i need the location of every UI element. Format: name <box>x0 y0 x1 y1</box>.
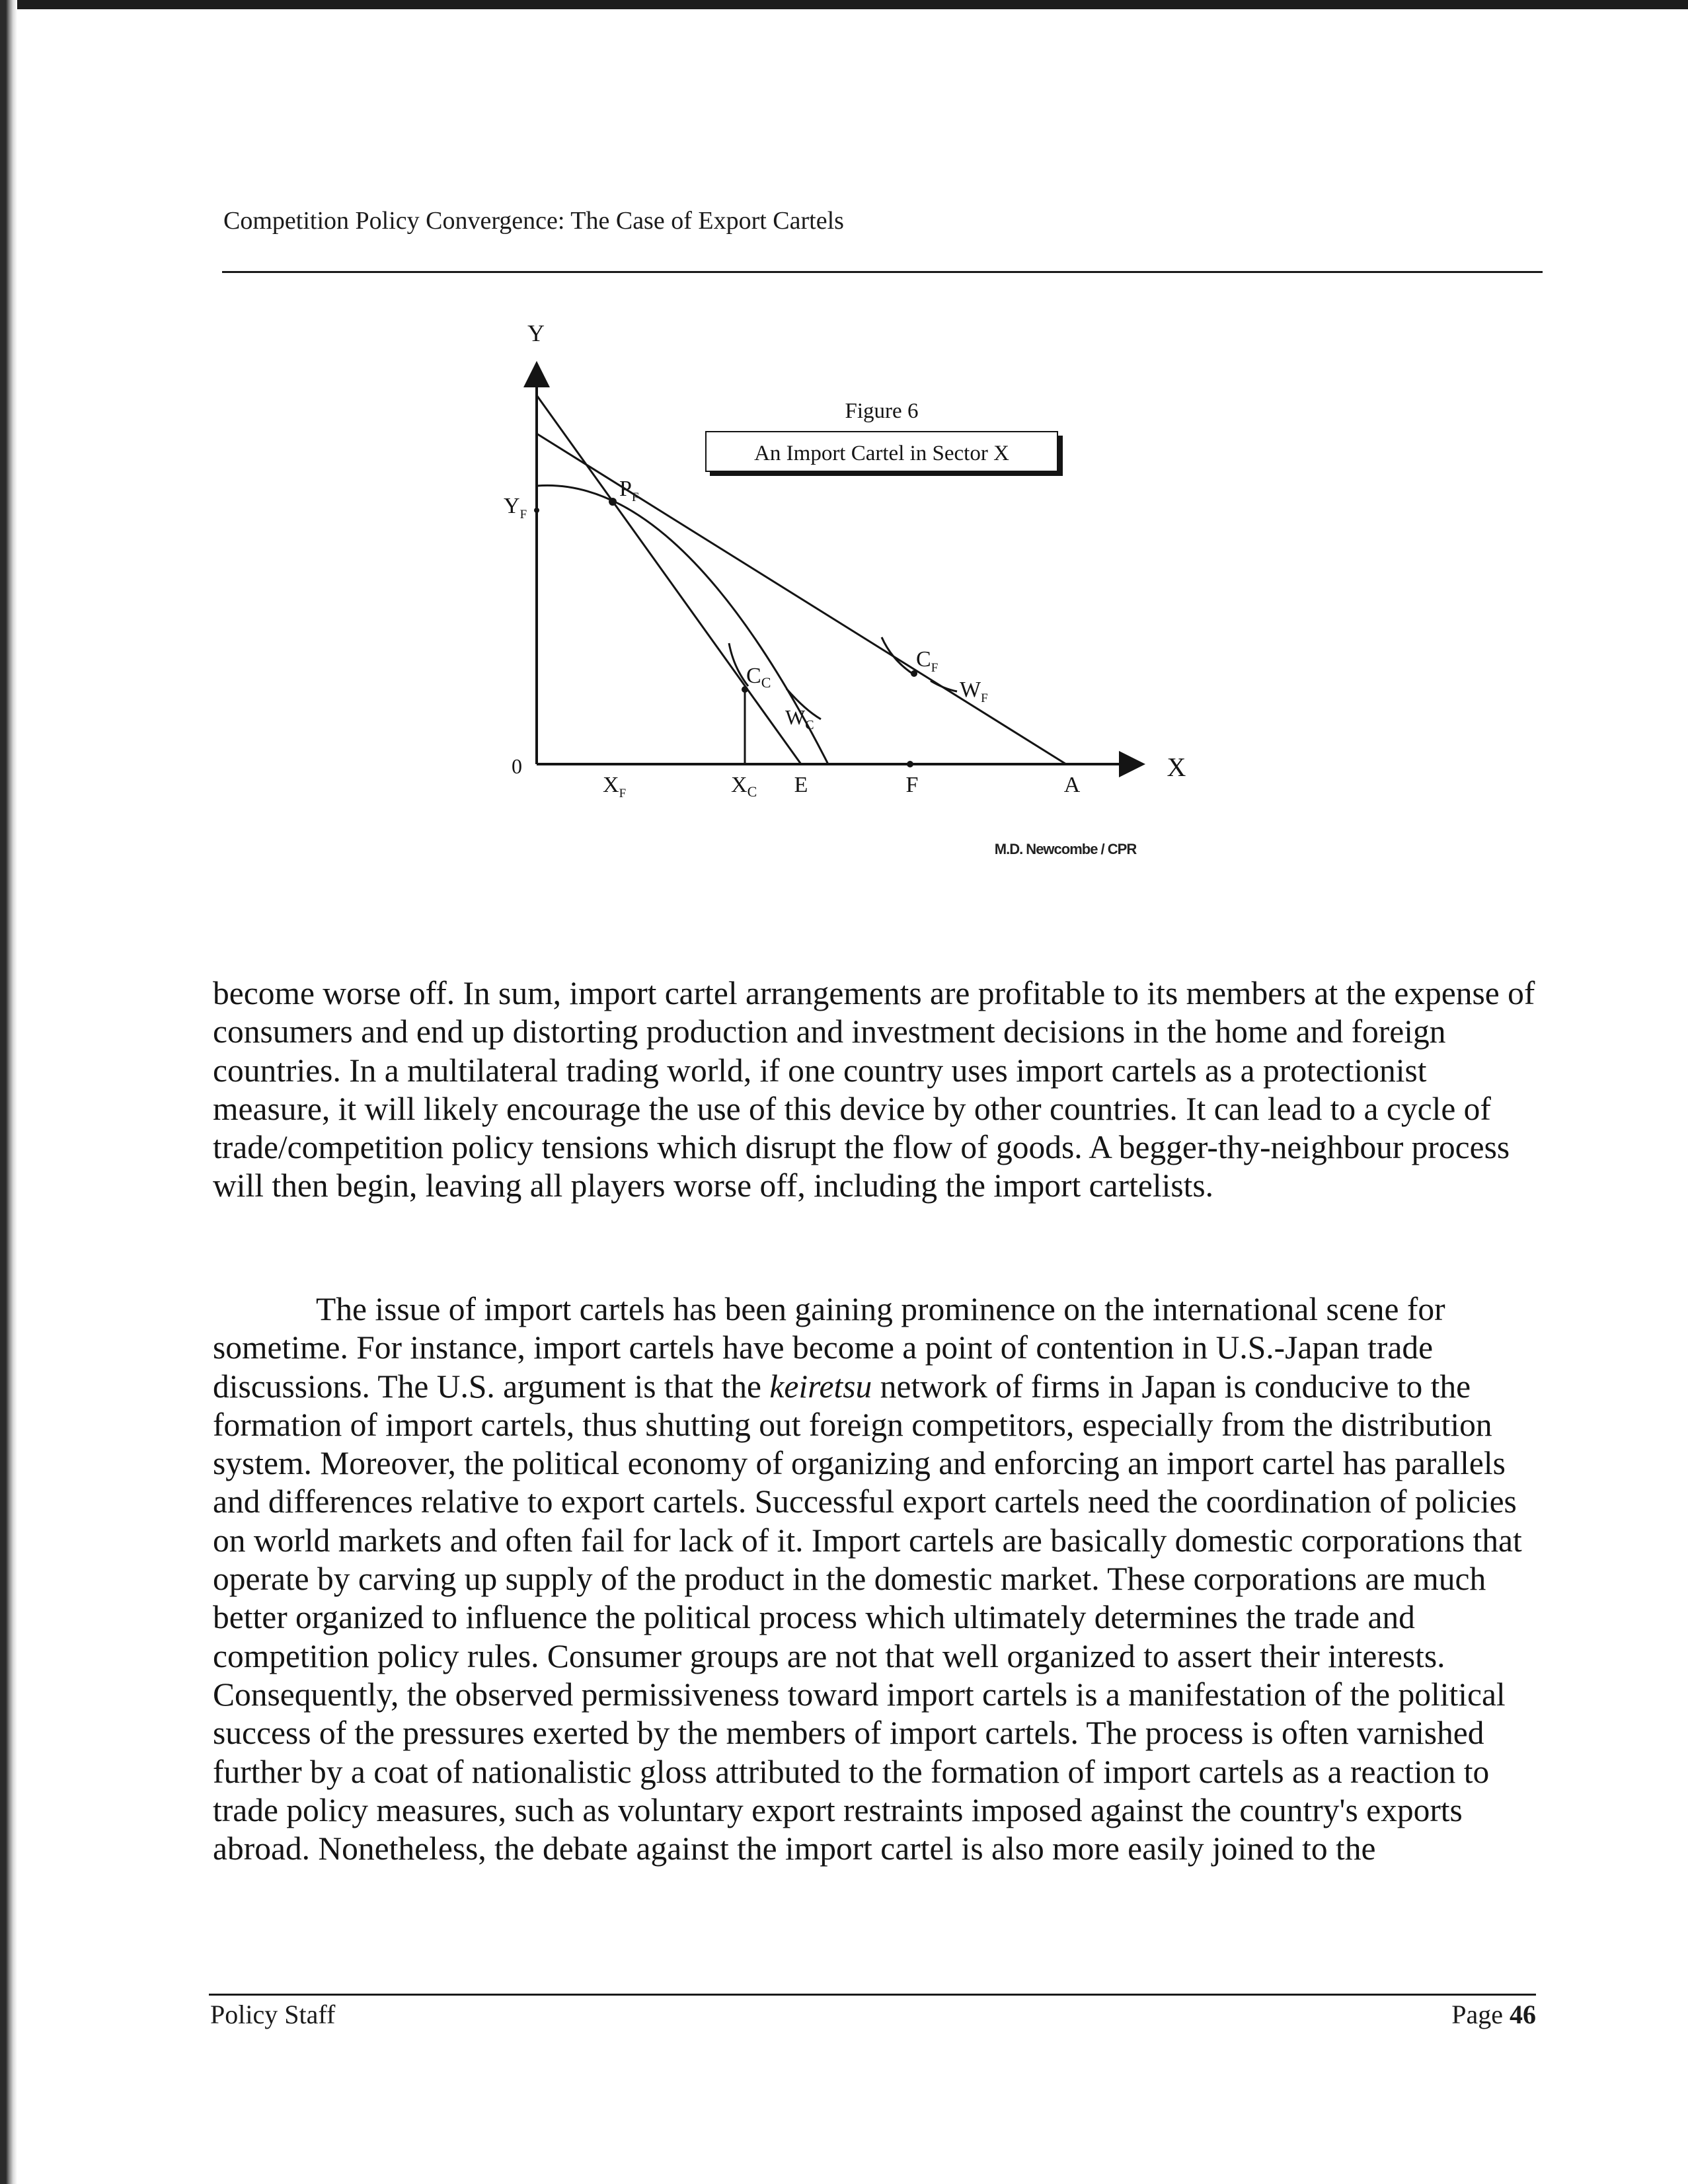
label-yf: $Y_F$ <box>504 494 527 522</box>
footer-rule <box>209 1994 1536 1996</box>
origin-label: 0 <box>512 754 522 778</box>
label-wf: $W_F$ <box>960 678 988 705</box>
scan-left-edge <box>0 0 17 2184</box>
label-xc: $X_C$ <box>731 773 757 800</box>
header-rule <box>222 271 1543 273</box>
point-f <box>907 761 913 767</box>
label-f: F <box>905 773 919 797</box>
y-axis-label: Y <box>527 320 545 346</box>
keiretsu-term: keiretsu <box>769 1368 872 1405</box>
label-e: E <box>794 773 808 797</box>
figure-title: Figure 6 <box>845 399 919 423</box>
figure-diagram <box>463 311 1289 873</box>
page-number-label: Page <box>1451 2000 1503 2029</box>
x-axis-label: X <box>1167 752 1186 782</box>
paragraph-1: become worse off. In sum, import cartel arrangements are profitable to its members at the expense of consumers and end up distorting production and investment decisions in the home and foreign countries. In a multilateral trading world, if one country uses import cartels as a protectionist measure, it will likely encourage the use of this device by other countries. It can lead to a cycle of trade/competition policy tensions which disrupt the flow of goods. A begger-thy-neighbour process will then begin, leaving all players worse off, including the import cartelists. <box>213 975 1535 1204</box>
page-number <box>1451 1999 1536 2030</box>
indifference-curve-cf <box>882 637 915 676</box>
paragraph-2 <box>213 1290 1548 1868</box>
label-wc: $W_C$ <box>785 705 814 732</box>
paragraph-2-text-after: network of firms in Japan is conducive to the formation of import cartels, thus shutting out foreign competitors, especially from the distribution system. Moreover, the political economy of organizing and enforcing an import cartel has parallels and differences relative to export cartels. Successful export cartels need the coordination of policies on world markets and often fail for lack of it. Import cartels are basically domestic corporations that operate by carving up supply of the product in the domestic market. These corporations are much better organized to influence the political process which ultimately determines the trade and competition policy rules. Consumer groups are not that well organized to assert their interests. Consequently, the observed permissiveness toward import cartels is a manifestation of the political success of the pressures exerted by the members of import cartels. The process is often varnished further by a coat of nationalistic gloss attributed to the formation of import cartels as a reaction to trade policy measures, such as voluntary export restraints imposed against the country's exports abroad. Nonetheless, the debate against the import cartel is also more easily joined to the <box>213 1368 1522 1867</box>
scan-top-edge <box>0 0 1688 9</box>
figure-credit: M.D. Newcombe / CPR <box>994 841 1137 857</box>
label-cc: $C_C$ <box>746 664 771 691</box>
label-xf: $X_F$ <box>603 773 627 800</box>
figure-6 <box>463 311 1289 873</box>
running-header: Competition Policy Convergence: The Case of Export Cartels <box>223 207 844 235</box>
label-cf: $C_F$ <box>916 647 939 675</box>
label-a: A <box>1063 773 1081 797</box>
figure-subtitle: An Import Cartel in Sector X <box>754 442 1009 465</box>
footer-publisher: Policy Staff <box>210 2000 336 2029</box>
label-pf: $P_F$ <box>619 477 639 504</box>
point-yf <box>534 508 539 513</box>
point-pf <box>609 498 617 506</box>
production-frontier <box>537 485 828 764</box>
page-number-value: 46 <box>1510 2000 1536 2029</box>
paragraph-2-text-before: The issue of import cartels has been gaining prominence on the international scene for sometime. For instance, import cartels have become a point of contention in U.S.-Japan trade discussions. The U.S. argument is that the <box>213 1291 1445 1405</box>
indifference-curve-wf <box>931 681 957 691</box>
indifference-curve-c <box>729 643 748 686</box>
